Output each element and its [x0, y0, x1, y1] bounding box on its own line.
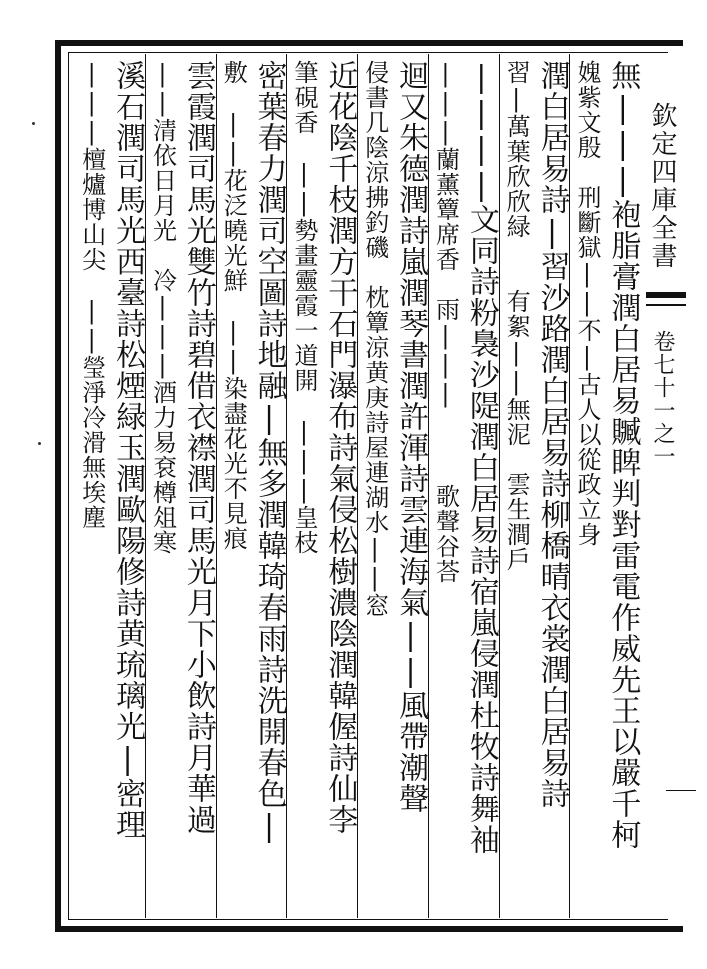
text-column: 近花陰千枝潤方干石門瀑布詩氣侵松樹濃陰潤韓偓詩仙李 [322, 60, 358, 835]
text-column: 溪石潤司馬光西臺詩松煙緑玉潤歐陽修詩黄琉璃光|密理 [110, 60, 146, 840]
text-column: 密葉春力潤司空圖詩地融|無多潤韓琦春雨詩洗開春色| [251, 60, 287, 845]
text-column: 迴又朱德潤詩嵐潤琴書潤許渾詩雲連海氣||風帶潮聲 [393, 60, 429, 814]
text-column: 雲霞潤司馬光雙竹詩碧借衣襟潤司馬光月下小飲詩月華過 [180, 60, 216, 835]
fish-tail-mark [646, 292, 686, 298]
margin-tick [666, 790, 696, 791]
margin-strip [642, 40, 682, 930]
speck [32, 122, 35, 125]
speck [38, 442, 41, 445]
text-column: 媿紫文殷 刑斷獄||不|古人以從政立身 [572, 60, 601, 547]
text-column: 潤白居易詩|習沙路潤白居易詩柳橋晴衣裳潤白居易詩 [534, 60, 570, 809]
text-column: |||檀爐博山尖 ||瑩淨冷滑無埃塵 [77, 60, 106, 530]
book-title: 欽定四庫全書 [647, 102, 677, 270]
volume-label: 卷七十一之一 [650, 330, 675, 468]
text-column: 無|||袍脂膏潤白居易贓睥判對雷電作威先王以嚴千柯 [605, 60, 641, 850]
text-column: 敷 ||花泛曉光鮮 ||染盡花光不見痕 [219, 60, 248, 551]
text-column: 習|萬葉欣欣緑 有絮||無泥 雲生澗戶 [502, 60, 531, 572]
text-column: ||清依日月光 冷|||酒力易袞樽俎寒 [148, 60, 177, 555]
fish-tail-line [646, 304, 686, 306]
text-column: 侵書几陰涼拂釣磯 枕簟涼黄庚詩屋連湖水||窓 [360, 60, 389, 618]
text-column: 筆硯香 ||勢畫靈霞一道開 |||皇枝 [289, 60, 318, 555]
text-column: |||蘭薰簟席香 雨||| 歌聲谷荅 [431, 60, 460, 584]
text-column: ||||文同詩粉裊沙隄潤白居易詩宿嵐侵潤杜牧詩舞袖 [463, 60, 499, 855]
